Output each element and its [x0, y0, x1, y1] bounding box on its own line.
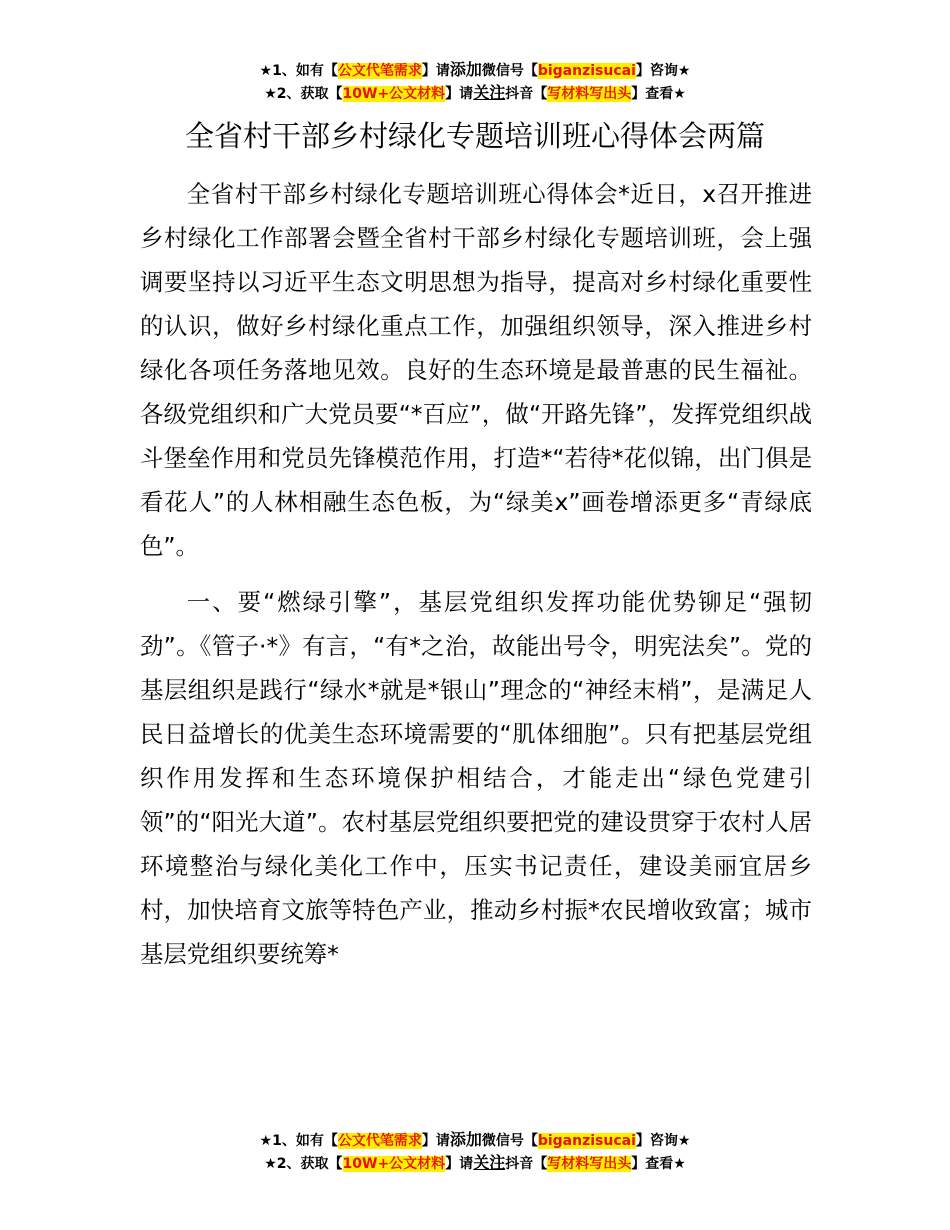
banner-line2-emphasis: 关注: [473, 83, 506, 102]
banner-line1-suffix: 】咨询★: [635, 63, 691, 79]
footer-line2-prefix: ★2、获取【: [264, 1156, 343, 1172]
banner-line1-highlight-service: 公文代笔需求: [337, 63, 422, 79]
banner-line2-highlight-douyin: 写材料写出头: [547, 86, 632, 102]
banner-line2-mid1: 】请: [445, 86, 474, 102]
document-body: [140, 172, 812, 988]
footer-banner: [0, 1129, 950, 1175]
header-banner: [0, 59, 950, 105]
footer-line1-suffix: 】咨询★: [635, 1133, 691, 1149]
banner-line1-mid2: 微信号【: [481, 63, 538, 79]
banner-line1-highlight-wechat: biganzisucai: [537, 63, 636, 79]
footer-line2-emphasis: 关注: [473, 1153, 506, 1172]
footer-line2-suffix: 】查看★: [631, 1156, 686, 1172]
banner-line2-highlight-materials: 10W+公文材料: [342, 86, 446, 102]
footer-line2-highlight-materials: 10W+公文材料: [342, 1156, 446, 1172]
banner-line2-mid2: 抖音【: [505, 86, 548, 102]
banner-line1-mid1: 】请: [421, 63, 450, 79]
footer-line1-mid1: 】请: [421, 1133, 450, 1149]
body-paragraph-2: 一、要“燃绿引擎”，基层党组织发挥功能优势铆足“强韧劲”。《管子·*》有言，“有*之治，故能出号令，明宪法矣”。党的基层组织是践行“绿水*就是*银山”理念的“神经末梢”，是满足人民日益增长的优美生态环境需要的“肌体细胞”。只有把基层党组织作用发挥和生态环境保护相结合，才能走出“绿色党建引领”的“阳光大道”。农村基层党组织要把党的建设贯穿于农村人居环境整治与绿化美化工作中，压实书记责任，建设美丽宜居乡村，加快培育文旅等特色产业，推动乡村振*农民增收致富；城市基层党组织要统筹*: [140, 588, 812, 968]
footer-line1-emphasis: 添加: [449, 1130, 482, 1149]
footer-line2-mid2: 抖音【: [505, 1156, 548, 1172]
banner-line1-emphasis: 添加: [449, 60, 482, 79]
footer-banner-line-2: [0, 1152, 950, 1175]
footer-line1-prefix: ★1、如有【: [259, 1133, 338, 1149]
footer-line2-highlight-douyin: 写材料写出头: [547, 1156, 632, 1172]
banner-line1-prefix: ★1、如有【: [259, 63, 338, 79]
banner-line2-prefix: ★2、获取【: [264, 86, 343, 102]
footer-line1-highlight-wechat: biganzisucai: [537, 1133, 636, 1149]
banner-line2-suffix: 】查看★: [631, 86, 686, 102]
banner-line-2: [0, 82, 950, 105]
banner-line-1: [0, 59, 950, 82]
document-title: 全省村干部乡村绿化专题培训班心得体会两篇: [184, 119, 765, 153]
footer-line1-mid2: 微信号【: [481, 1133, 538, 1149]
footer-line1-highlight-service: 公文代笔需求: [337, 1133, 422, 1149]
footer-line2-mid1: 】请: [445, 1156, 474, 1172]
footer-banner-line-1: [0, 1129, 950, 1152]
body-paragraph-1: 全省村干部乡村绿化专题培训班心得体会*近日，x召开推进乡村绿化工作部署会暨全省村干部乡村绿化专题培训班，会上强调要坚持以习近平生态文明思想为指导，提高对乡村绿化重要性的认识，做好乡村绿化重点工作，加强组织领导，深入推进乡村绿化各项任务落地见效。良好的生态环境是最普惠的民生福祉。各级党组织和广大党员要“*百应”，做“开路先锋”，发挥党组织战斗堡垒作用和党员先锋模范作用，打造*“若待*花似锦，出门俱是看花人”的人林相融生态色板，为“绿美x”画卷增添更多“青绿底色”。: [140, 180, 812, 560]
